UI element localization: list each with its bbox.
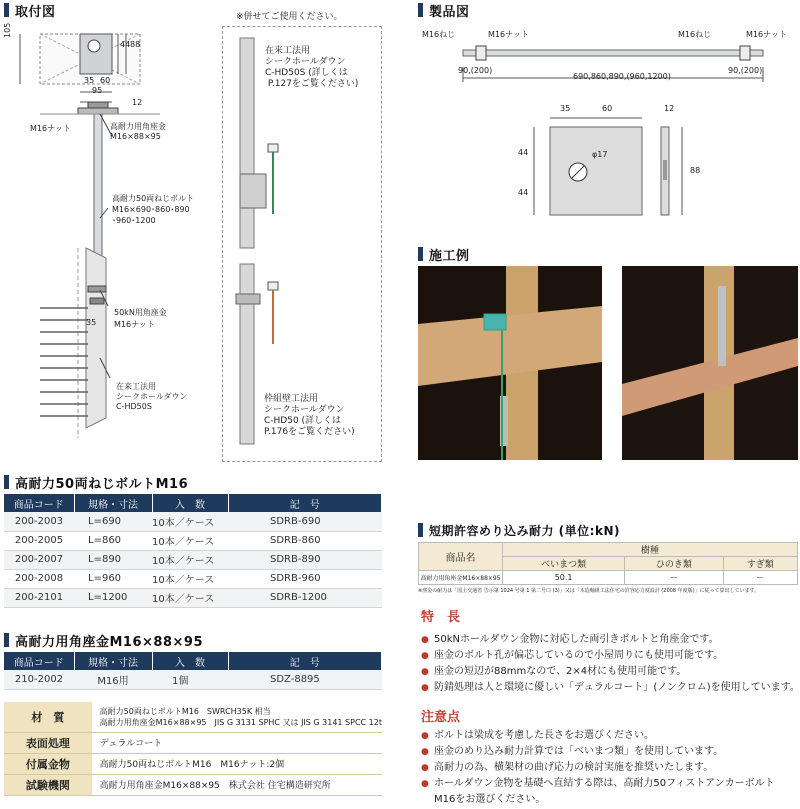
bolt-spec: L=960 — [74, 569, 152, 588]
bolt-spec: L=890 — [74, 550, 152, 569]
washer-table-title: 高耐力用角座金M16×88×95 — [15, 634, 203, 650]
dim-105: 105 — [3, 22, 12, 38]
product-dim-right: 90,(200) — [728, 66, 763, 75]
product-m16neji-right: M16ねじ — [678, 30, 712, 39]
list-item: ● 座金の短辺が88mmなので、2×4材にも使用可能です。 — [421, 664, 800, 680]
accessory-value: 高耐力50両ねじボルトM16 M16ナット:2個 — [92, 753, 382, 774]
install-note: ※併せてご使用ください。 — [236, 12, 343, 22]
bolt-code: 200-2007 — [4, 550, 74, 569]
bolt-table-header-row — [4, 494, 382, 512]
product-hole: φ17 — [592, 150, 608, 159]
material-value: 高耐力50両ねじボルトM16 SWRCH35K 相当 高耐力用角座金M16×88×95 JIS G 3131 SPHC 又は JIS G 3141 SPCC 12t — [92, 702, 382, 732]
strength-value: ー — [723, 571, 797, 585]
product-dim-60: 60 — [602, 104, 613, 113]
material-key: 材 質 — [4, 702, 92, 732]
product-header — [418, 2, 470, 18]
bolt-symbol: SDRB-690 — [228, 512, 382, 531]
table-row — [419, 571, 798, 585]
table-row — [4, 512, 382, 531]
bolt-th-code: 商品コード — [4, 494, 74, 512]
dim-60: 60 — [100, 76, 111, 85]
bolt-qty: 10本／ケース — [152, 569, 228, 588]
list-item: ● 座金のボルト孔が偏芯しているので小屋周りにも使用可能です。 — [421, 648, 800, 664]
bolt-code: 200-2008 — [4, 569, 74, 588]
bolt-spec: L=860 — [74, 531, 152, 550]
list-item-continued: M16をお選びください。 — [434, 794, 546, 805]
table-row — [4, 702, 382, 732]
bolt-symbol: SDRB-890 — [228, 550, 382, 569]
strength-header-row — [419, 543, 798, 557]
test-key: 試験機関 — [4, 774, 92, 795]
product-dim-left: 90,(200) — [458, 66, 493, 75]
table-row — [4, 774, 382, 795]
test-value: 高耐力用角座金M16×88×95 株式会社 住宅構造研究所 — [92, 774, 382, 795]
washer-symbol: SDZ-8895 — [228, 670, 382, 689]
install-title: 取付図 — [15, 4, 56, 20]
accessory-key: 付属金物 — [4, 753, 92, 774]
bolt-qty: 10本／ケース — [152, 550, 228, 569]
dim-88: 88 — [130, 40, 141, 49]
strength-note: ※座金の耐力は「国土交通省 告示第 1024 号第 1 第二号口 (3)」又は「木造軸組工法住宅の許容応力度設計 (2008 年度版)」に従って算出しています。 — [418, 588, 760, 594]
table-row — [4, 588, 382, 607]
strength-col: すぎ類 — [723, 557, 797, 571]
product-drawing — [418, 22, 798, 222]
strength-value: 50.1 — [503, 571, 625, 585]
label-bolt: 高耐力50両ねじボルト M16×690･860･890 ･960･1200 — [112, 194, 195, 225]
washer-code: 210-2002 — [4, 670, 74, 689]
bolt-th-symbol: 記 号 — [228, 494, 382, 512]
bolt-qty: 10本／ケース — [152, 531, 228, 550]
surface-key: 表面処理 — [4, 732, 92, 753]
bolt-symbol: SDRB-1200 — [228, 588, 382, 607]
table-row — [4, 670, 382, 689]
dim-95: 95 — [92, 86, 103, 95]
strength-h-name: 商品名 — [419, 543, 503, 571]
table-row — [4, 753, 382, 774]
table-row — [4, 732, 382, 753]
label-washer: 高耐力用角座金 M16×88×95 — [110, 122, 166, 141]
surface-value: デュラルコート — [92, 732, 382, 753]
product-dim-mid: 690,860,890,(960,1200) — [573, 72, 671, 81]
features-title: 特 長 — [421, 610, 461, 625]
product-dim-35: 35 — [560, 104, 571, 113]
product-title: 製品図 — [429, 4, 470, 20]
bolt-table — [4, 494, 382, 608]
callout-c2: 枠組壁工法用 シークホールダウン C-HD50 (詳しくは P.176をご覧ください) — [264, 394, 355, 437]
washer-th-spec: 規格・寸法 — [74, 652, 152, 670]
bolt-qty: 10本／ケース — [152, 588, 228, 607]
strength-table — [418, 542, 798, 585]
list-item: ● 防錆処理は人と環境に優しい「デュラルコート」(ノンクロム)を使用しています。 — [421, 680, 800, 696]
product-dim-44a: 44 — [518, 148, 529, 157]
list-item: ● 50kNホールダウン金物に対応した両引きボルトと角座金です。 — [421, 632, 800, 648]
list-item: ● ボルトは梁成を考慮した長さをお選びください。 — [421, 728, 775, 744]
bolt-spec: L=690 — [74, 512, 152, 531]
strength-col: べいまつ類 — [503, 557, 625, 571]
cautions-list — [421, 728, 775, 808]
product-dim-88: 88 — [690, 166, 701, 175]
product-dim-12: 12 — [664, 104, 675, 113]
features-list — [421, 632, 800, 696]
washer-table-header-row — [4, 652, 382, 670]
bolt-code: 200-2005 — [4, 531, 74, 550]
table-row — [4, 531, 382, 550]
washer-th-code: 商品コード — [4, 652, 74, 670]
strength-col: ひのき類 — [625, 557, 723, 571]
strength-row-name: 高耐力用角座金M16×88×95 — [419, 571, 503, 585]
example-header — [418, 246, 470, 262]
product-m16neji-left: M16ねじ — [422, 30, 456, 39]
holddown-drawings — [228, 34, 288, 454]
list-item: ● 高耐力の為、横架材の曲げ応力の検討実施を推奨いたします。 — [421, 760, 775, 776]
photo-1 — [418, 266, 602, 460]
bolt-code: 200-2101 — [4, 588, 74, 607]
washer-qty: 1個 — [152, 670, 228, 689]
callout-c1: 在来工法用 シークホールダウン C-HD50S (詳しくは P.127をご覧ください) — [265, 46, 359, 89]
dim-44: 44 — [120, 40, 131, 49]
strength-title: 短期許容めり込み耐力 (単位:kN) — [429, 523, 620, 538]
bolt-header — [4, 474, 188, 490]
dim-12: 12 — [132, 98, 143, 107]
strength-header — [418, 522, 620, 538]
strength-value: ー — [625, 571, 723, 585]
dim-35b: 35 — [86, 318, 97, 327]
list-item: ● 座金のめり込み耐力計算では「べいまつ類」を使用しています。 — [421, 744, 775, 760]
bolt-symbol: SDRB-860 — [228, 531, 382, 550]
product-m16nut-left: M16ナット — [488, 30, 529, 39]
bolt-th-qty: 入 数 — [152, 494, 228, 512]
materials-table — [4, 702, 382, 796]
table-row — [4, 569, 382, 588]
product-dim-44b: 44 — [518, 188, 529, 197]
photo-2 — [622, 266, 798, 460]
dim-35: 35 — [84, 76, 95, 85]
product-m16nut-right: M16ナット — [746, 30, 787, 39]
label-m16nut2: M16ナット — [114, 320, 155, 329]
list-item: ● ホールダウン金物を基礎へ直結する際は、高耐力50フィストアンカーボルト — [421, 776, 775, 792]
washer-spec: M16用 — [74, 670, 152, 689]
label-holddown: 在来工法用 シークホールダウン C-HD50S — [116, 382, 188, 411]
label-washer50: 50kN用角座金 — [114, 308, 167, 317]
label-m16nut: M16ナット — [30, 124, 71, 133]
washer-th-symbol: 記 号 — [228, 652, 382, 670]
cautions-title: 注意点 — [421, 710, 461, 725]
bolt-table-title: 高耐力50両ねじボルトM16 — [15, 476, 189, 492]
bolt-spec: L=1200 — [74, 588, 152, 607]
bolt-symbol: SDRB-960 — [228, 569, 382, 588]
table-row — [4, 550, 382, 569]
washer-header — [4, 632, 203, 648]
example-title: 施工例 — [429, 248, 470, 264]
bolt-th-spec: 規格・寸法 — [74, 494, 152, 512]
bolt-qty: 10本／ケース — [152, 512, 228, 531]
install-header — [4, 2, 56, 18]
washer-table — [4, 652, 382, 690]
washer-th-qty: 入 数 — [152, 652, 228, 670]
bolt-code: 200-2003 — [4, 512, 74, 531]
strength-h-species: 樹種 — [503, 543, 798, 557]
